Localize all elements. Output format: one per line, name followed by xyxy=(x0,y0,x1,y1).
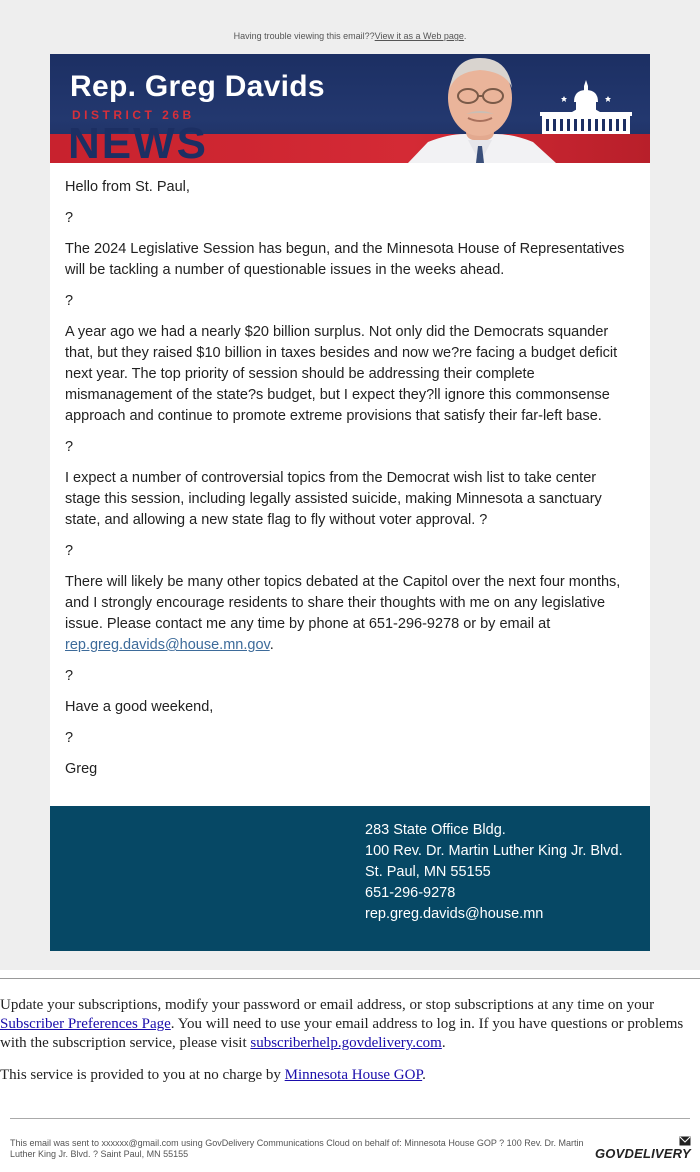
contact-text: There will likely be many other topics debated at the Capitol over the next four months, and I strongly encourage residents to share their thoughts with me on any legislative issue. Please contact me any time by phone at 651-296-9278 or by email at xyxy=(65,574,621,632)
subscriber-help-link[interactable]: subscriberhelp.govdelivery.com xyxy=(250,1035,442,1051)
divider xyxy=(10,1118,690,1119)
sent-to-notice: This email was sent to xxxxxx@gmail.com using GovDelivery Communications Cloud on behalf of: Minnesota House GOP ? 100 Rev. Dr. Martin Luther King Jr. Blvd. ? Saint Paul, MN 55155 xyxy=(10,1138,584,1159)
trouble-text: Having trouble viewing this email?? xyxy=(233,31,375,41)
email-link[interactable]: rep.greg.davids@house.mn.gov xyxy=(65,637,270,653)
govdelivery-logo-text: GOVDELIVERY xyxy=(595,1146,691,1161)
subscription-notice xyxy=(0,996,700,1098)
separator: ? xyxy=(65,730,74,746)
minnesota-house-gop-link[interactable]: Minnesota House GOP xyxy=(284,1067,423,1083)
contact-address-line3: St. Paul, MN 55155 xyxy=(365,864,491,880)
separator: ? xyxy=(65,543,74,559)
subscription-text-b: . You will need to use your email address to log in. If you have questions or problems with the subscription service, please visit xyxy=(0,1016,684,1051)
closing: Have a good weekend, xyxy=(65,699,214,715)
capitol-building-icon xyxy=(538,76,634,136)
banner-title: Rep. Greg Davids xyxy=(70,70,325,103)
paragraph-session: The 2024 Legislative Session has begun, and the Minnesota House of Representatives will be tackling a number of questionable issues in the weeks ahead. xyxy=(65,241,625,278)
trouble-end: . xyxy=(463,31,467,41)
newsletter-banner xyxy=(50,54,650,163)
banner-district: DISTRICT 26B xyxy=(72,108,195,122)
contact-footer xyxy=(50,806,650,951)
contact-address-line2: 100 Rev. Dr. Martin Luther King Jr. Blvd. xyxy=(365,843,623,859)
subscription-text-a: Update your subscriptions, modify your password or email address, or stop subscriptions at any time on your xyxy=(0,997,655,1013)
envelope-icon xyxy=(679,1136,691,1146)
service-paragraph xyxy=(0,1066,700,1085)
contact-address-line1: 283 State Office Bldg. xyxy=(365,822,506,838)
greeting: Hello from St. Paul, xyxy=(65,179,190,195)
email-card xyxy=(50,54,650,810)
service-text-a: This service is provided to you at no charge by xyxy=(0,1067,285,1083)
letter-body xyxy=(50,163,650,810)
separator: ? xyxy=(65,210,74,226)
subscriber-preferences-link[interactable]: Subscriber Preferences Page xyxy=(0,1016,171,1032)
contact-email: rep.greg.davids@house.mn xyxy=(365,906,544,922)
divider xyxy=(0,978,700,979)
paragraph-contact xyxy=(65,572,635,656)
contact-phone: 651-296-9278 xyxy=(365,885,456,901)
trouble-viewing-notice xyxy=(0,31,700,41)
govdelivery-logo[interactable] xyxy=(595,1146,691,1161)
banner-news: NEWS xyxy=(68,119,208,163)
separator: ? xyxy=(65,668,74,684)
subscription-text-c: . xyxy=(441,1035,446,1051)
paragraph-budget: A year ago we had a nearly $20 billion surplus. Not only did the Democrats squander that, but they raised $10 billion in taxes besides and now we?re facing a budget deficit next year. The top priority of session should be addressing their complete mismanagement of the state?s budget, but I expect they?ll ignore this commonsense approach and continue to promote extreme provisions that satisfy their far-left base. xyxy=(65,324,618,424)
view-web-page-link[interactable]: View it as a Web page xyxy=(374,31,464,41)
signature: Greg xyxy=(65,761,98,777)
separator: ? xyxy=(65,293,74,309)
paragraph-topics: I expect a number of controversial topics from the Democrat wish list to take center stage this session, including legally assisted suicide, making Minnesota a sanctuary state, and allowing a new state flag to fly without voter approval. ? xyxy=(65,470,602,528)
subscription-paragraph xyxy=(0,996,700,1053)
service-text-b: . xyxy=(422,1067,426,1083)
contact-end: . xyxy=(269,637,274,653)
separator: ? xyxy=(65,439,74,455)
